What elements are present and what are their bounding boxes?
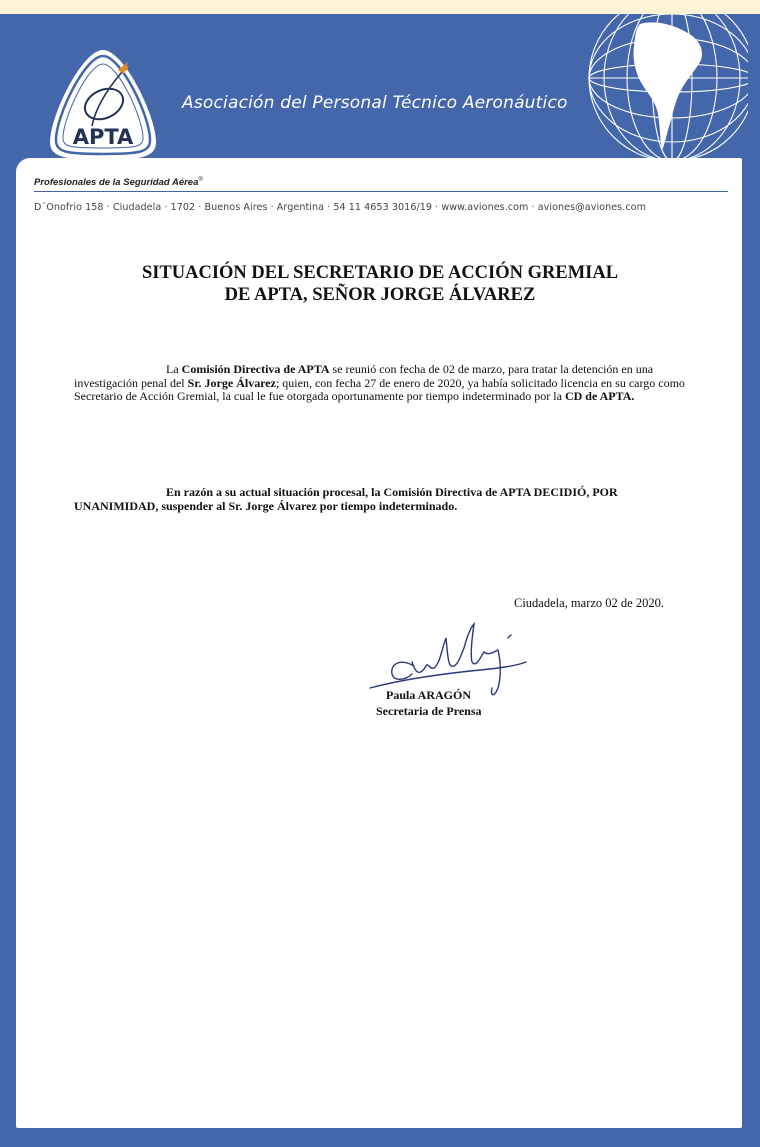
contact-address: D´Onofrio 158 · Ciudadela · 1702 · Buenos Aires · Argentina · 54 11 4653 3016/19 · www.aviones.com · aviones@aviones.com [34, 202, 646, 213]
tagline-text: Profesionales de la Seguridad Aérea [34, 177, 199, 189]
globe-icon [576, 14, 748, 164]
handwritten-signature [330, 618, 540, 718]
para1-bold-1: Comisión Directiva de APTA [181, 362, 330, 376]
para1-text-3: ; quien, con fecha 27 de enero de 2020, ya había solicitado licencia en su cargo como Secretario de Acción Gremial, la cual le fue otorgada oportunamente por tiempo indeterminado por la [74, 375, 685, 403]
title-line-2: DE APTA, SEÑOR JORGE ÁLVAREZ [224, 285, 536, 305]
para1-bold-3: CD de APTA. [564, 389, 635, 403]
para1-text-2: se reunió con fecha de 02 de marzo, para tratar la detención en una investigación penal del [74, 362, 654, 390]
header-divider [34, 191, 728, 192]
body-paragraph-1 [74, 363, 686, 404]
organization-tagline [34, 177, 203, 188]
signer-name: Paula ARAGÓN [386, 688, 472, 702]
signer-role: Secretaria de Prensa [376, 704, 482, 718]
place-and-date: Ciudadela, marzo 02 de 2020. [514, 596, 664, 610]
para1-bold-2: Sr. Jorge Álvarez [187, 375, 276, 390]
document-title [40, 262, 720, 306]
registered-mark: ® [198, 177, 203, 183]
apta-logo-icon [44, 46, 162, 164]
body-paragraph-2 [74, 486, 686, 513]
title-line-1: SITUACIÓN DEL SECRETARIO DE ACCIÓN GREMIAL [141, 263, 619, 283]
para2-text: En razón a su actual situación procesal, la Comisión Directiva de APTA DECIDIÓ, POR UNANIMIDAD, suspender al Sr. Jorge Álvarez por tiempo indeterminado. [74, 485, 618, 513]
organization-name: Asociación del Personal Técnico Aeronáutico [182, 93, 568, 113]
para1-text-1: La [166, 362, 182, 376]
logo-text: APTA [72, 125, 134, 149]
